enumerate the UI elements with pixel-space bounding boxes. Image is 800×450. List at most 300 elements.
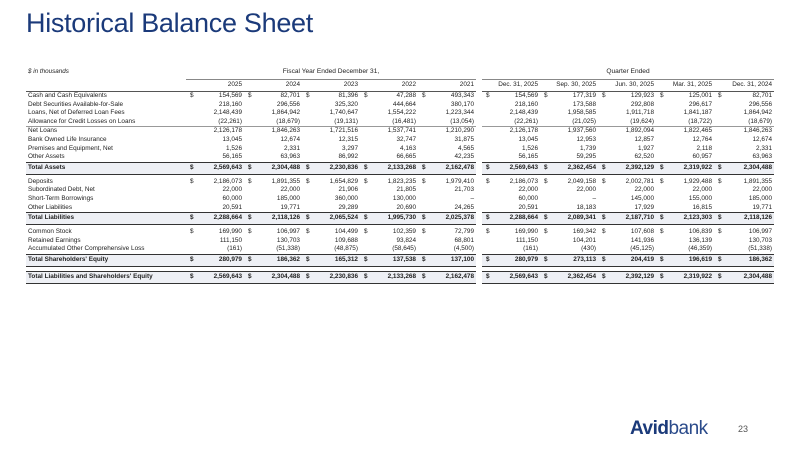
value-text: (13,054) [450, 117, 475, 125]
value-cell [714, 136, 774, 145]
value-text: 1,929,488 [683, 177, 713, 185]
value-cell [360, 92, 418, 101]
value-cell [598, 92, 656, 101]
currency-symbol: $ [486, 92, 490, 99]
value-cell [714, 245, 774, 254]
value-text: 145,000 [630, 194, 655, 202]
value-text: (58,645) [392, 245, 416, 253]
value-cell [656, 271, 714, 283]
value-cell [714, 118, 774, 127]
value-text: 19,771 [280, 203, 300, 211]
value-cell [302, 127, 360, 136]
value-cell [540, 186, 598, 195]
currency-symbol: $ [364, 273, 368, 281]
value-text: 82,701 [752, 92, 773, 99]
value-cell [598, 109, 656, 118]
fiscal-year-header: Fiscal Year Ended December 31, [186, 66, 476, 80]
value-text: 106,997 [276, 228, 300, 236]
value-cell [418, 186, 476, 195]
value-text: (48,875) [334, 245, 358, 253]
value-cell [186, 162, 244, 174]
value-cell [714, 271, 774, 283]
value-text: 218,160 [514, 100, 539, 108]
value-text: 1,846,263 [271, 127, 300, 135]
value-text: 173,588 [572, 100, 597, 108]
table-row [26, 204, 774, 213]
value-cell [598, 245, 656, 254]
value-text: 186,362 [748, 256, 773, 264]
value-text: (18,722) [688, 117, 713, 125]
value-cell [418, 174, 476, 186]
value-text: 2,569,643 [213, 273, 242, 281]
value-cell [186, 145, 244, 154]
value-text: 3,297 [342, 144, 358, 152]
value-text: 1,210,290 [445, 127, 475, 135]
value-text: 2,392,129 [625, 163, 655, 171]
value-cell [482, 127, 540, 136]
value-cell [714, 195, 774, 204]
value-cell [598, 186, 656, 195]
value-text: 2,186,073 [213, 177, 242, 185]
value-text: 154,569 [218, 92, 242, 99]
currency-symbol: $ [660, 256, 664, 264]
value-cell [302, 92, 360, 101]
value-cell [302, 174, 360, 186]
value-text: 154,569 [514, 92, 539, 99]
currency-symbol: $ [190, 163, 194, 171]
currency-symbol: $ [486, 228, 490, 236]
value-text: 280,979 [514, 256, 539, 264]
value-text: 2,569,643 [509, 163, 539, 171]
value-cell [598, 127, 656, 136]
value-cell [360, 174, 418, 186]
value-cell [540, 109, 598, 118]
value-text: 2,362,454 [567, 273, 597, 281]
table-row [26, 92, 774, 101]
value-text: (19,624) [630, 117, 655, 125]
value-text: 493,343 [450, 92, 475, 99]
value-cell [540, 145, 598, 154]
value-cell [360, 245, 418, 254]
value-cell [360, 271, 418, 283]
value-cell [302, 162, 360, 174]
currency-symbol: $ [486, 256, 490, 264]
table-row [26, 237, 774, 246]
value-text: 2,304,488 [271, 273, 300, 281]
currency-symbol: $ [190, 92, 194, 99]
value-text: 380,170 [450, 100, 475, 108]
value-cell [360, 204, 418, 213]
value-text: 280,979 [218, 256, 242, 264]
value-cell [244, 204, 302, 213]
value-cell [302, 153, 360, 162]
value-cell [540, 254, 598, 266]
value-cell [714, 237, 774, 246]
value-text: 106,997 [748, 228, 773, 236]
currency-symbol: $ [544, 214, 548, 222]
value-cell [418, 225, 476, 237]
currency-symbol: $ [190, 228, 194, 236]
value-cell [714, 225, 774, 237]
value-text: 2,126,178 [213, 127, 242, 135]
value-cell [714, 127, 774, 136]
value-text: 2,569,643 [213, 163, 242, 171]
currency-symbol: $ [602, 163, 606, 171]
value-text: 2,002,781 [625, 177, 655, 185]
currency-symbol: $ [602, 214, 606, 222]
value-text: 56,165 [222, 153, 242, 161]
column-header: Sep. 30, 2025 [540, 80, 598, 92]
value-text: 107,608 [630, 228, 655, 236]
currency-symbol: $ [718, 177, 722, 185]
currency-symbol: $ [660, 163, 664, 171]
value-text: 2,025,378 [445, 214, 475, 222]
value-cell [482, 204, 540, 213]
value-cell [540, 213, 598, 225]
value-text: 1,911,718 [626, 109, 655, 117]
value-cell [418, 145, 476, 154]
column-header: 2024 [244, 80, 302, 92]
value-cell [244, 162, 302, 174]
column-header: Dec. 31, 2025 [482, 80, 540, 92]
value-cell [418, 92, 476, 101]
value-text: 325,320 [334, 100, 358, 108]
value-cell [656, 127, 714, 136]
currency-symbol: $ [306, 177, 310, 185]
value-cell [540, 204, 598, 213]
value-cell [360, 162, 418, 174]
value-text: 2,187,710 [625, 214, 655, 222]
value-text: 1,937,560 [567, 127, 597, 135]
value-text: 2,304,488 [743, 163, 773, 171]
value-cell [244, 195, 302, 204]
value-cell [482, 254, 540, 266]
row-label: Other Liabilities [28, 203, 73, 211]
currency-symbol: $ [306, 214, 310, 222]
value-text: 13,045 [518, 135, 539, 143]
value-cell [598, 195, 656, 204]
currency-symbol: $ [486, 273, 490, 281]
value-cell [302, 136, 360, 145]
value-cell [418, 204, 476, 213]
value-text: 102,359 [392, 228, 416, 236]
row-label: Subordinated Debt, Net [28, 186, 95, 194]
value-cell [418, 195, 476, 204]
value-text: 21,906 [338, 186, 358, 194]
value-cell [482, 245, 540, 254]
currency-symbol: $ [660, 92, 664, 99]
value-cell [656, 101, 714, 110]
value-cell [244, 254, 302, 266]
value-text: 2,331 [756, 144, 773, 152]
value-cell [244, 145, 302, 154]
value-cell [714, 109, 774, 118]
value-text: 22,000 [752, 186, 773, 194]
value-cell [598, 254, 656, 266]
currency-symbol: $ [660, 273, 664, 281]
value-cell [186, 254, 244, 266]
value-text: (430) [581, 245, 597, 253]
value-text: 296,617 [688, 100, 713, 108]
value-cell [656, 195, 714, 204]
value-text: 104,201 [572, 236, 597, 244]
value-cell [244, 271, 302, 283]
table-row [26, 118, 774, 127]
currency-symbol: $ [660, 228, 664, 236]
value-cell [186, 245, 244, 254]
value-cell [598, 225, 656, 237]
value-text: 12,674 [752, 135, 773, 143]
value-cell [186, 136, 244, 145]
value-text: 31,875 [454, 135, 475, 143]
currency-symbol: $ [306, 273, 310, 281]
row-label: Total Shareholders' Equity [26, 254, 186, 266]
row-label: Total Liabilities and Shareholders' Equity [26, 271, 186, 283]
value-cell [656, 237, 714, 246]
value-cell [540, 237, 598, 246]
value-cell [186, 213, 244, 225]
value-cell [598, 118, 656, 127]
value-cell [360, 145, 418, 154]
value-cell [598, 271, 656, 283]
value-cell [244, 213, 302, 225]
currency-symbol: $ [364, 214, 368, 222]
value-cell [482, 109, 540, 118]
value-cell [244, 136, 302, 145]
value-text: 444,664 [392, 100, 416, 108]
value-cell [482, 213, 540, 225]
value-cell [714, 174, 774, 186]
value-text: (51,338) [276, 245, 300, 253]
value-text: 169,342 [572, 228, 597, 236]
value-text: 1,739 [580, 144, 597, 152]
value-cell [302, 186, 360, 195]
value-cell [360, 153, 418, 162]
value-cell [482, 101, 540, 110]
column-header: Dec. 31, 2024 [714, 80, 774, 92]
value-text: 2,123,303 [683, 214, 713, 222]
value-text: 177,319 [572, 92, 597, 99]
value-cell [360, 225, 418, 237]
value-cell [360, 118, 418, 127]
value-cell [656, 254, 714, 266]
value-cell [302, 145, 360, 154]
value-cell [360, 237, 418, 246]
value-cell [418, 237, 476, 246]
unit-note: $ in thousands [28, 68, 69, 76]
value-text: 22,000 [634, 186, 655, 194]
value-cell [482, 186, 540, 195]
currency-symbol: $ [306, 228, 310, 236]
row-label: Accumulated Other Comprehensive Loss [28, 245, 145, 253]
value-text: 218,160 [218, 100, 242, 108]
value-text: 2,186,073 [509, 177, 539, 185]
value-cell [656, 225, 714, 237]
value-cell [360, 109, 418, 118]
value-text: 273,113 [573, 256, 597, 264]
value-cell [418, 153, 476, 162]
value-cell [360, 213, 418, 225]
value-cell [714, 92, 774, 101]
value-text: 141,936 [630, 236, 655, 244]
value-text: 130,000 [392, 194, 416, 202]
value-text: 18,183 [576, 203, 597, 211]
value-cell [302, 237, 360, 246]
value-text: (16,481) [392, 117, 416, 125]
row-label: Total Assets [26, 162, 186, 174]
value-cell [360, 101, 418, 110]
value-text: 2,065,524 [329, 214, 358, 222]
value-cell [482, 136, 540, 145]
value-cell [540, 271, 598, 283]
value-cell [540, 127, 598, 136]
value-cell [418, 271, 476, 283]
currency-symbol: $ [602, 228, 606, 236]
value-cell [714, 213, 774, 225]
value-text: 1,841,187 [683, 109, 713, 117]
value-cell [302, 101, 360, 110]
value-cell [360, 127, 418, 136]
value-text: 1,864,942 [271, 109, 300, 117]
value-cell [186, 225, 244, 237]
currency-symbol: $ [306, 256, 310, 264]
currency-symbol: $ [422, 228, 426, 236]
value-text: 59,295 [576, 153, 597, 161]
page-title: Historical Balance Sheet [26, 8, 313, 38]
value-text: 66,665 [396, 153, 416, 161]
value-text: 2,288,664 [509, 214, 539, 222]
value-cell [302, 254, 360, 266]
value-cell [418, 101, 476, 110]
value-cell [656, 245, 714, 254]
value-cell [244, 245, 302, 254]
value-cell [598, 162, 656, 174]
value-text: 22,000 [692, 186, 713, 194]
currency-symbol: $ [190, 256, 194, 264]
currency-symbol: $ [422, 177, 426, 185]
value-text: 1,537,741 [387, 127, 416, 135]
value-cell [186, 204, 244, 213]
currency-symbol: $ [544, 228, 548, 236]
value-cell [418, 254, 476, 266]
value-text: 2,288,664 [213, 214, 242, 222]
currency-symbol: $ [544, 163, 548, 171]
value-text: (18,679) [748, 117, 773, 125]
currency-symbol: $ [718, 273, 722, 281]
column-header: 2022 [360, 80, 418, 92]
value-text: 2,162,478 [445, 163, 475, 171]
value-cell [656, 118, 714, 127]
currency-symbol: $ [486, 214, 490, 222]
value-text: 129,923 [630, 92, 655, 99]
value-text: 42,235 [454, 153, 475, 161]
value-cell [482, 162, 540, 174]
value-text: (21,025) [572, 117, 597, 125]
value-cell [482, 145, 540, 154]
value-text: 60,000 [518, 194, 539, 202]
value-text: (45,125) [630, 245, 655, 253]
value-cell [244, 186, 302, 195]
row-label: Total Liabilities [26, 213, 186, 225]
row-label: Allowance for Credit Losses on Loans [28, 117, 136, 125]
value-cell [540, 174, 598, 186]
value-text: 155,000 [688, 194, 713, 202]
currency-symbol: $ [190, 273, 194, 281]
value-cell [482, 153, 540, 162]
value-text: 104,499 [334, 228, 358, 236]
value-text: 1,927 [638, 144, 655, 152]
value-text: 130,703 [748, 236, 773, 244]
value-text: 2,319,922 [683, 163, 713, 171]
value-text: 68,801 [454, 236, 475, 244]
value-cell [186, 237, 244, 246]
value-text: (4,500) [453, 245, 475, 253]
value-cell [244, 101, 302, 110]
value-cell [598, 204, 656, 213]
row-label: Retained Earnings [28, 236, 81, 244]
value-text: 2,392,129 [625, 273, 655, 281]
value-text: 2,304,488 [743, 273, 773, 281]
value-cell [482, 271, 540, 283]
currency-symbol: $ [422, 273, 426, 281]
column-header: 2021 [418, 80, 476, 92]
value-cell [540, 162, 598, 174]
value-text: 2,049,158 [567, 177, 597, 185]
value-text: 2,118,126 [743, 214, 773, 222]
avidbank-logo: Avidbank [630, 418, 708, 439]
currency-symbol: $ [364, 177, 368, 185]
row-label: Premises and Equipment, Net [28, 144, 113, 152]
column-header: Jun. 30, 2025 [598, 80, 656, 92]
value-cell [598, 136, 656, 145]
value-text: 2,162,478 [445, 273, 475, 281]
value-text: 1,554,222 [387, 109, 416, 117]
table-row [26, 225, 774, 237]
table-row [26, 195, 774, 204]
value-text: 20,591 [222, 203, 242, 211]
currency-symbol: $ [544, 92, 548, 99]
value-cell [244, 225, 302, 237]
value-cell [186, 127, 244, 136]
value-text: 1,846,263 [743, 127, 773, 135]
row-label: Short-Term Borrowings [28, 194, 94, 202]
value-cell [244, 118, 302, 127]
value-text: 360,000 [334, 194, 358, 202]
page-number: 23 [738, 424, 749, 434]
value-cell [540, 118, 598, 127]
value-text: 125,001 [688, 92, 713, 99]
value-cell [302, 109, 360, 118]
currency-symbol: $ [364, 228, 368, 236]
value-cell [482, 225, 540, 237]
value-cell [540, 225, 598, 237]
currency-symbol: $ [544, 256, 548, 264]
value-text: 137,538 [392, 256, 416, 264]
value-cell [598, 101, 656, 110]
value-text: 1,223,344 [445, 109, 475, 117]
value-text: 21,805 [396, 186, 416, 194]
value-cell [418, 245, 476, 254]
value-cell [186, 118, 244, 127]
value-cell [714, 186, 774, 195]
value-cell [186, 174, 244, 186]
value-text: 4,163 [400, 144, 416, 152]
value-text: 12,953 [576, 135, 597, 143]
currency-symbol: $ [486, 163, 490, 171]
value-text: (18,679) [276, 117, 300, 125]
value-text: 22,000 [280, 186, 300, 194]
value-text: 1,892,094 [625, 127, 655, 135]
